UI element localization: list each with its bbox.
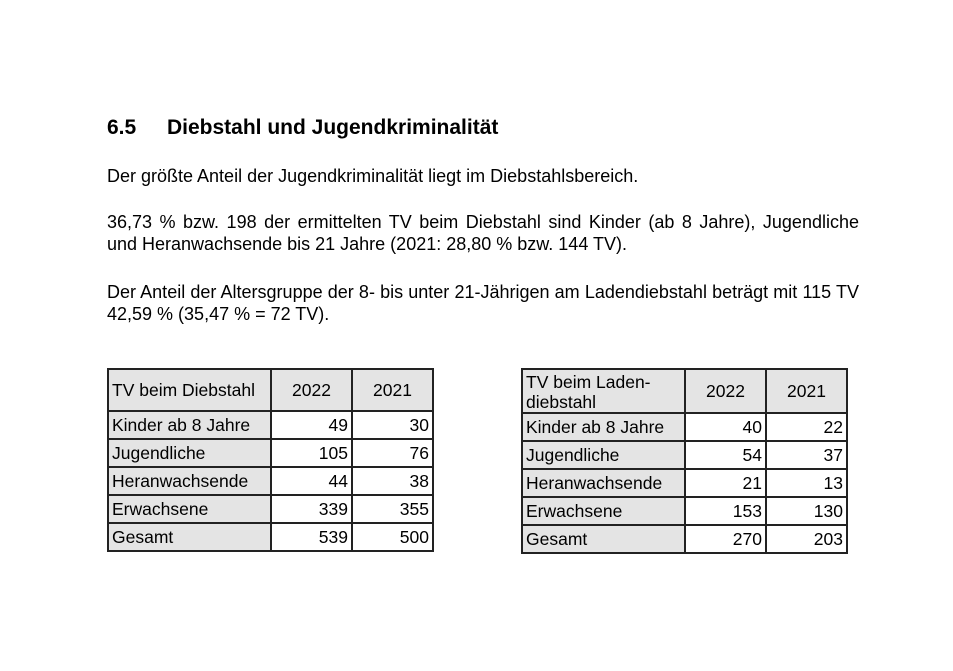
row-label: Jugendliche (522, 441, 685, 469)
table-row (108, 467, 433, 495)
cell-2022: 40 (685, 413, 766, 441)
cell-2022: 49 (271, 411, 352, 439)
table-row (522, 441, 847, 469)
cell-2021: 355 (352, 495, 433, 523)
table-row (108, 411, 433, 439)
cell-2022: 153 (685, 497, 766, 525)
table-header-row (522, 369, 847, 413)
table-header-row (108, 369, 433, 411)
cell-2022: 339 (271, 495, 352, 523)
cell-2021: 76 (352, 439, 433, 467)
table-row (522, 413, 847, 441)
cell-2022: 54 (685, 441, 766, 469)
row-label: Jugendliche (108, 439, 271, 467)
cell-2021: 130 (766, 497, 847, 525)
paragraph-diebstahl-share: 36,73 % bzw. 198 der ermittelten TV beim Diebstahl sind Kinder (ab 8 Jahre), Jugendliche und Heranwachsende bis 21 Jahre (2021: 28,80 % bzw. 144 TV). (107, 212, 859, 254)
table-row (108, 523, 433, 551)
cell-2021: 13 (766, 469, 847, 497)
header-label: TV beim Diebstahl (108, 369, 271, 411)
paragraph-ladendiebstahl-share: Der Anteil der Altersgruppe der 8- bis unter 21-Jährigen am Ladendiebstahl beträgt mit 115 TV 42,59 % (35,47 % = 72 TV). (107, 282, 859, 324)
row-label: Erwachsene (522, 497, 685, 525)
row-label: Erwachsene (108, 495, 271, 523)
row-label: Gesamt (522, 525, 685, 553)
table-diebstahl (107, 368, 434, 552)
row-label: Kinder ab 8 Jahre (522, 413, 685, 441)
cell-2022: 270 (685, 525, 766, 553)
cell-2021: 37 (766, 441, 847, 469)
cell-2021: 38 (352, 467, 433, 495)
cell-2022: 44 (271, 467, 352, 495)
cell-2022: 21 (685, 469, 766, 497)
row-label: Heranwachsende (522, 469, 685, 497)
row-label: Gesamt (108, 523, 271, 551)
table-row (522, 497, 847, 525)
table-row (108, 439, 433, 467)
section-title: Diebstahl und Jugendkriminalität (167, 116, 499, 139)
table-row (108, 495, 433, 523)
section-number: 6.5 (107, 116, 137, 139)
table-ladendiebstahl (521, 368, 848, 554)
cell-2022: 539 (271, 523, 352, 551)
table-row (522, 525, 847, 553)
cell-2021: 500 (352, 523, 433, 551)
cell-2021: 203 (766, 525, 847, 553)
row-label: Kinder ab 8 Jahre (108, 411, 271, 439)
paragraph-intro: Der größte Anteil der Jugendkriminalität liegt im Diebstahlsbereich. (107, 166, 639, 186)
header-year-2022: 2022 (685, 369, 766, 413)
cell-2021: 30 (352, 411, 433, 439)
row-label: Heranwachsende (108, 467, 271, 495)
table-row (522, 469, 847, 497)
cell-2021: 22 (766, 413, 847, 441)
header-label: TV beim Laden-diebstahl (522, 369, 685, 413)
cell-2022: 105 (271, 439, 352, 467)
header-year-2022: 2022 (271, 369, 352, 411)
header-year-2021: 2021 (766, 369, 847, 413)
header-year-2021: 2021 (352, 369, 433, 411)
